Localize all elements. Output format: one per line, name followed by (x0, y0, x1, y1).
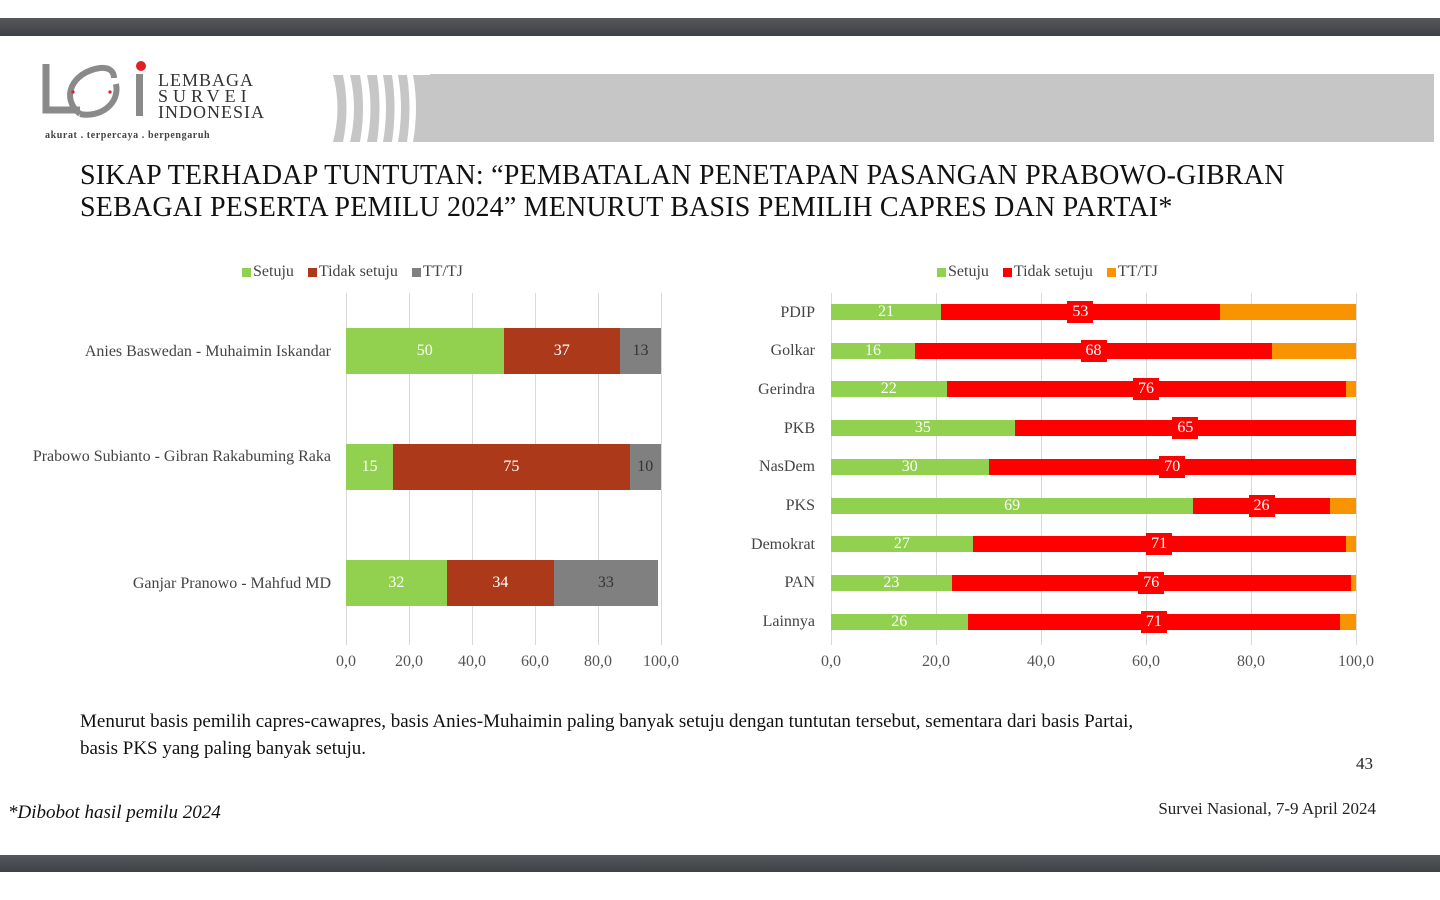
legend-item (242, 263, 294, 281)
bar-segment-tidak-setuju (915, 343, 1272, 359)
bar-segment-tidak-setuju (973, 536, 1346, 552)
data-label: 13 (632, 342, 649, 359)
logo-line-3: INDONESIA (158, 102, 265, 122)
category-label: Golkar (770, 342, 815, 360)
summary-note (80, 708, 1133, 762)
legend-item (308, 263, 398, 281)
category-label: PKS (785, 497, 815, 514)
stacked-bar (346, 328, 661, 374)
stacked-bar (831, 459, 1356, 475)
legend-swatch-icon (308, 268, 317, 277)
data-label: 68 (1081, 340, 1107, 362)
logo-tagline: akurat . terpercaya . berpengaruh (45, 130, 211, 141)
legend-label: TT/TJ (1117, 263, 1158, 280)
legend-item (1003, 263, 1093, 281)
bar-segment-setuju (831, 536, 973, 552)
logo-line-2: SURVEI (158, 86, 252, 106)
legend-item (412, 263, 463, 281)
lsi-logo (40, 58, 280, 146)
bar-segment-tt-tj (630, 444, 662, 490)
data-label: 75 (503, 458, 520, 475)
bar-segment-setuju (346, 444, 393, 490)
legend-label: TT/TJ (422, 263, 463, 280)
stacked-bar (346, 560, 658, 606)
bar-segment-tidak-setuju (968, 614, 1341, 630)
bar-segment-tidak-setuju (504, 328, 621, 374)
data-label: 37 (553, 342, 570, 359)
x-axis-tick: 100,0 (1338, 653, 1374, 670)
bar-segment-setuju (831, 498, 1193, 514)
note-line-2: basis PKS yang paling banyak setuju. (80, 738, 367, 759)
bar-segment-setuju (831, 304, 941, 320)
title-line-2: SEBAGAI PESERTA PEMILU 2024” MENURUT BASIS PEMILIH CAPRES DAN PARTAI* (80, 192, 1173, 223)
footnote: *Dibobot hasil pemilu 2024 (8, 802, 221, 823)
bar-segment-setuju (346, 560, 447, 606)
data-label: 34 (492, 574, 509, 591)
data-label: 70 (1159, 456, 1185, 478)
category-label: Gerindra (758, 380, 815, 398)
bar-segment-tidak-setuju (989, 459, 1357, 475)
data-label: 10 (637, 458, 654, 475)
bar-segment-tidak-setuju (393, 444, 629, 490)
gridline (1356, 293, 1357, 645)
legend-swatch-icon (412, 268, 421, 277)
data-label: 26 (891, 612, 908, 630)
bar-segment-tt-tj (554, 560, 658, 606)
bar-segment-setuju (831, 381, 947, 397)
bar-segment-setuju (831, 420, 1015, 436)
data-label: 69 (1004, 496, 1021, 514)
bar-segment-tidak-setuju (1193, 498, 1330, 514)
legend-label: Setuju (253, 263, 294, 280)
legend-swatch-icon (1107, 268, 1116, 277)
bar-segment-tidak-setuju (447, 560, 554, 606)
bar-segment-tt-tj (1346, 381, 1357, 397)
data-label: 71 (1141, 611, 1167, 633)
legend-label: Setuju (948, 263, 989, 280)
data-label: 27 (893, 535, 910, 553)
legend-label: Tidak setuju (1013, 263, 1093, 280)
bar-segment-tt-tj (1351, 575, 1356, 591)
data-label: 71 (1146, 533, 1172, 555)
top-frame-bar (0, 18, 1440, 36)
chart-legend (937, 263, 1158, 281)
stacked-bar (831, 614, 1356, 630)
slide-title (80, 160, 1285, 224)
legend-swatch-icon (1003, 268, 1012, 277)
logo-line-1: LEMBAGA (158, 70, 254, 90)
stacked-bar (831, 498, 1356, 514)
chart-legend (242, 263, 463, 281)
stacked-bar (346, 444, 661, 490)
header-band (430, 74, 1434, 142)
x-axis-tick: 80,0 (1237, 653, 1265, 670)
x-axis-tick: 100,0 (643, 653, 679, 670)
x-axis-tick: 80,0 (584, 653, 612, 670)
bar-segment-tt-tj (1340, 614, 1356, 630)
category-label: NasDem (759, 458, 815, 476)
category-label: PKB (783, 419, 815, 437)
note-line-1: Menurut basis pemilih capres-cawapres, basis Anies-Muhaimin paling banyak setuju dengan tuntutan tersebut, sementara dari basis Partai, (80, 711, 1134, 732)
data-label: 35 (914, 419, 931, 437)
survey-source: Survei Nasional, 7-9 April 2024 (1158, 799, 1376, 818)
data-label: 33 (597, 574, 614, 591)
category-label: Demokrat (751, 535, 815, 553)
bar-segment-tidak-setuju (952, 575, 1351, 591)
category-label: Anies Baswedan - Muhaimin Iskandar (84, 342, 331, 360)
title-line-1: SIKAP TERHADAP TUNTUTAN: “PEMBATALAN PENETAPAN PASANGAN PRABOWO-GIBRAN (80, 160, 1285, 191)
legend-label: Tidak setuju (318, 263, 398, 280)
x-axis-tick: 20,0 (922, 653, 950, 670)
data-label: 15 (361, 458, 378, 475)
category-label: Lainnya (762, 613, 815, 631)
data-label: 53 (1067, 301, 1093, 323)
bar-segment-tidak-setuju (1015, 420, 1356, 436)
bar-segment-setuju (831, 459, 989, 475)
data-label: 50 (416, 342, 433, 359)
category-label: Prabowo Subianto - Gibran Rakabuming Raka (32, 448, 331, 465)
bar-segment-tidak-setuju (941, 304, 1219, 320)
stacked-bar (831, 304, 1356, 320)
x-axis-tick: 60,0 (1132, 653, 1160, 670)
data-label: 23 (883, 573, 900, 591)
data-label: 22 (880, 380, 897, 398)
data-label: 21 (878, 303, 895, 320)
legend-swatch-icon (242, 268, 251, 277)
legend-item (937, 263, 989, 281)
x-axis-tick: 60,0 (521, 653, 549, 670)
category-label: PAN (784, 574, 815, 592)
header-stripes-icon (330, 74, 430, 143)
stacked-bar (831, 536, 1356, 552)
stacked-bar (831, 381, 1356, 397)
lsi-logo-mark-icon (40, 58, 155, 128)
page-number: 43 (1356, 754, 1373, 773)
bar-segment-setuju (831, 343, 915, 359)
data-label: 16 (865, 341, 881, 359)
bar-segment-tt-tj (620, 328, 661, 374)
data-label: 76 (1133, 378, 1159, 400)
legend-swatch-icon (937, 268, 946, 277)
data-label: 30 (901, 457, 918, 475)
bar-segment-setuju (346, 328, 504, 374)
bar-segment-tt-tj (1330, 498, 1356, 514)
logo-wordmark (158, 72, 265, 120)
bar-segment-setuju (831, 614, 968, 630)
data-label: 65 (1172, 417, 1198, 439)
stacked-bar (831, 343, 1356, 359)
bar-segment-tidak-setuju (947, 381, 1346, 397)
x-axis-tick: 40,0 (458, 653, 486, 670)
x-axis-tick: 0,0 (821, 653, 841, 670)
bar-segment-tt-tj (1346, 536, 1357, 552)
bar-segment-tt-tj (1272, 343, 1356, 359)
bar-segment-tt-tj (1220, 304, 1357, 320)
legend-item (1107, 263, 1158, 281)
stacked-bar (831, 420, 1356, 436)
bar-segment-setuju (831, 575, 952, 591)
data-label: 76 (1138, 572, 1164, 594)
gridline (661, 293, 662, 645)
bottom-frame-bar (0, 855, 1440, 872)
data-label: 26 (1249, 495, 1275, 517)
x-axis-tick: 40,0 (1027, 653, 1055, 670)
category-label: Ganjar Pranowo - Mahfud MD (132, 574, 331, 592)
category-label: PDIP (780, 303, 815, 321)
x-axis-tick: 0,0 (336, 653, 356, 670)
stacked-bar (831, 575, 1356, 591)
x-axis-tick: 20,0 (395, 653, 423, 670)
data-label: 32 (388, 574, 405, 591)
